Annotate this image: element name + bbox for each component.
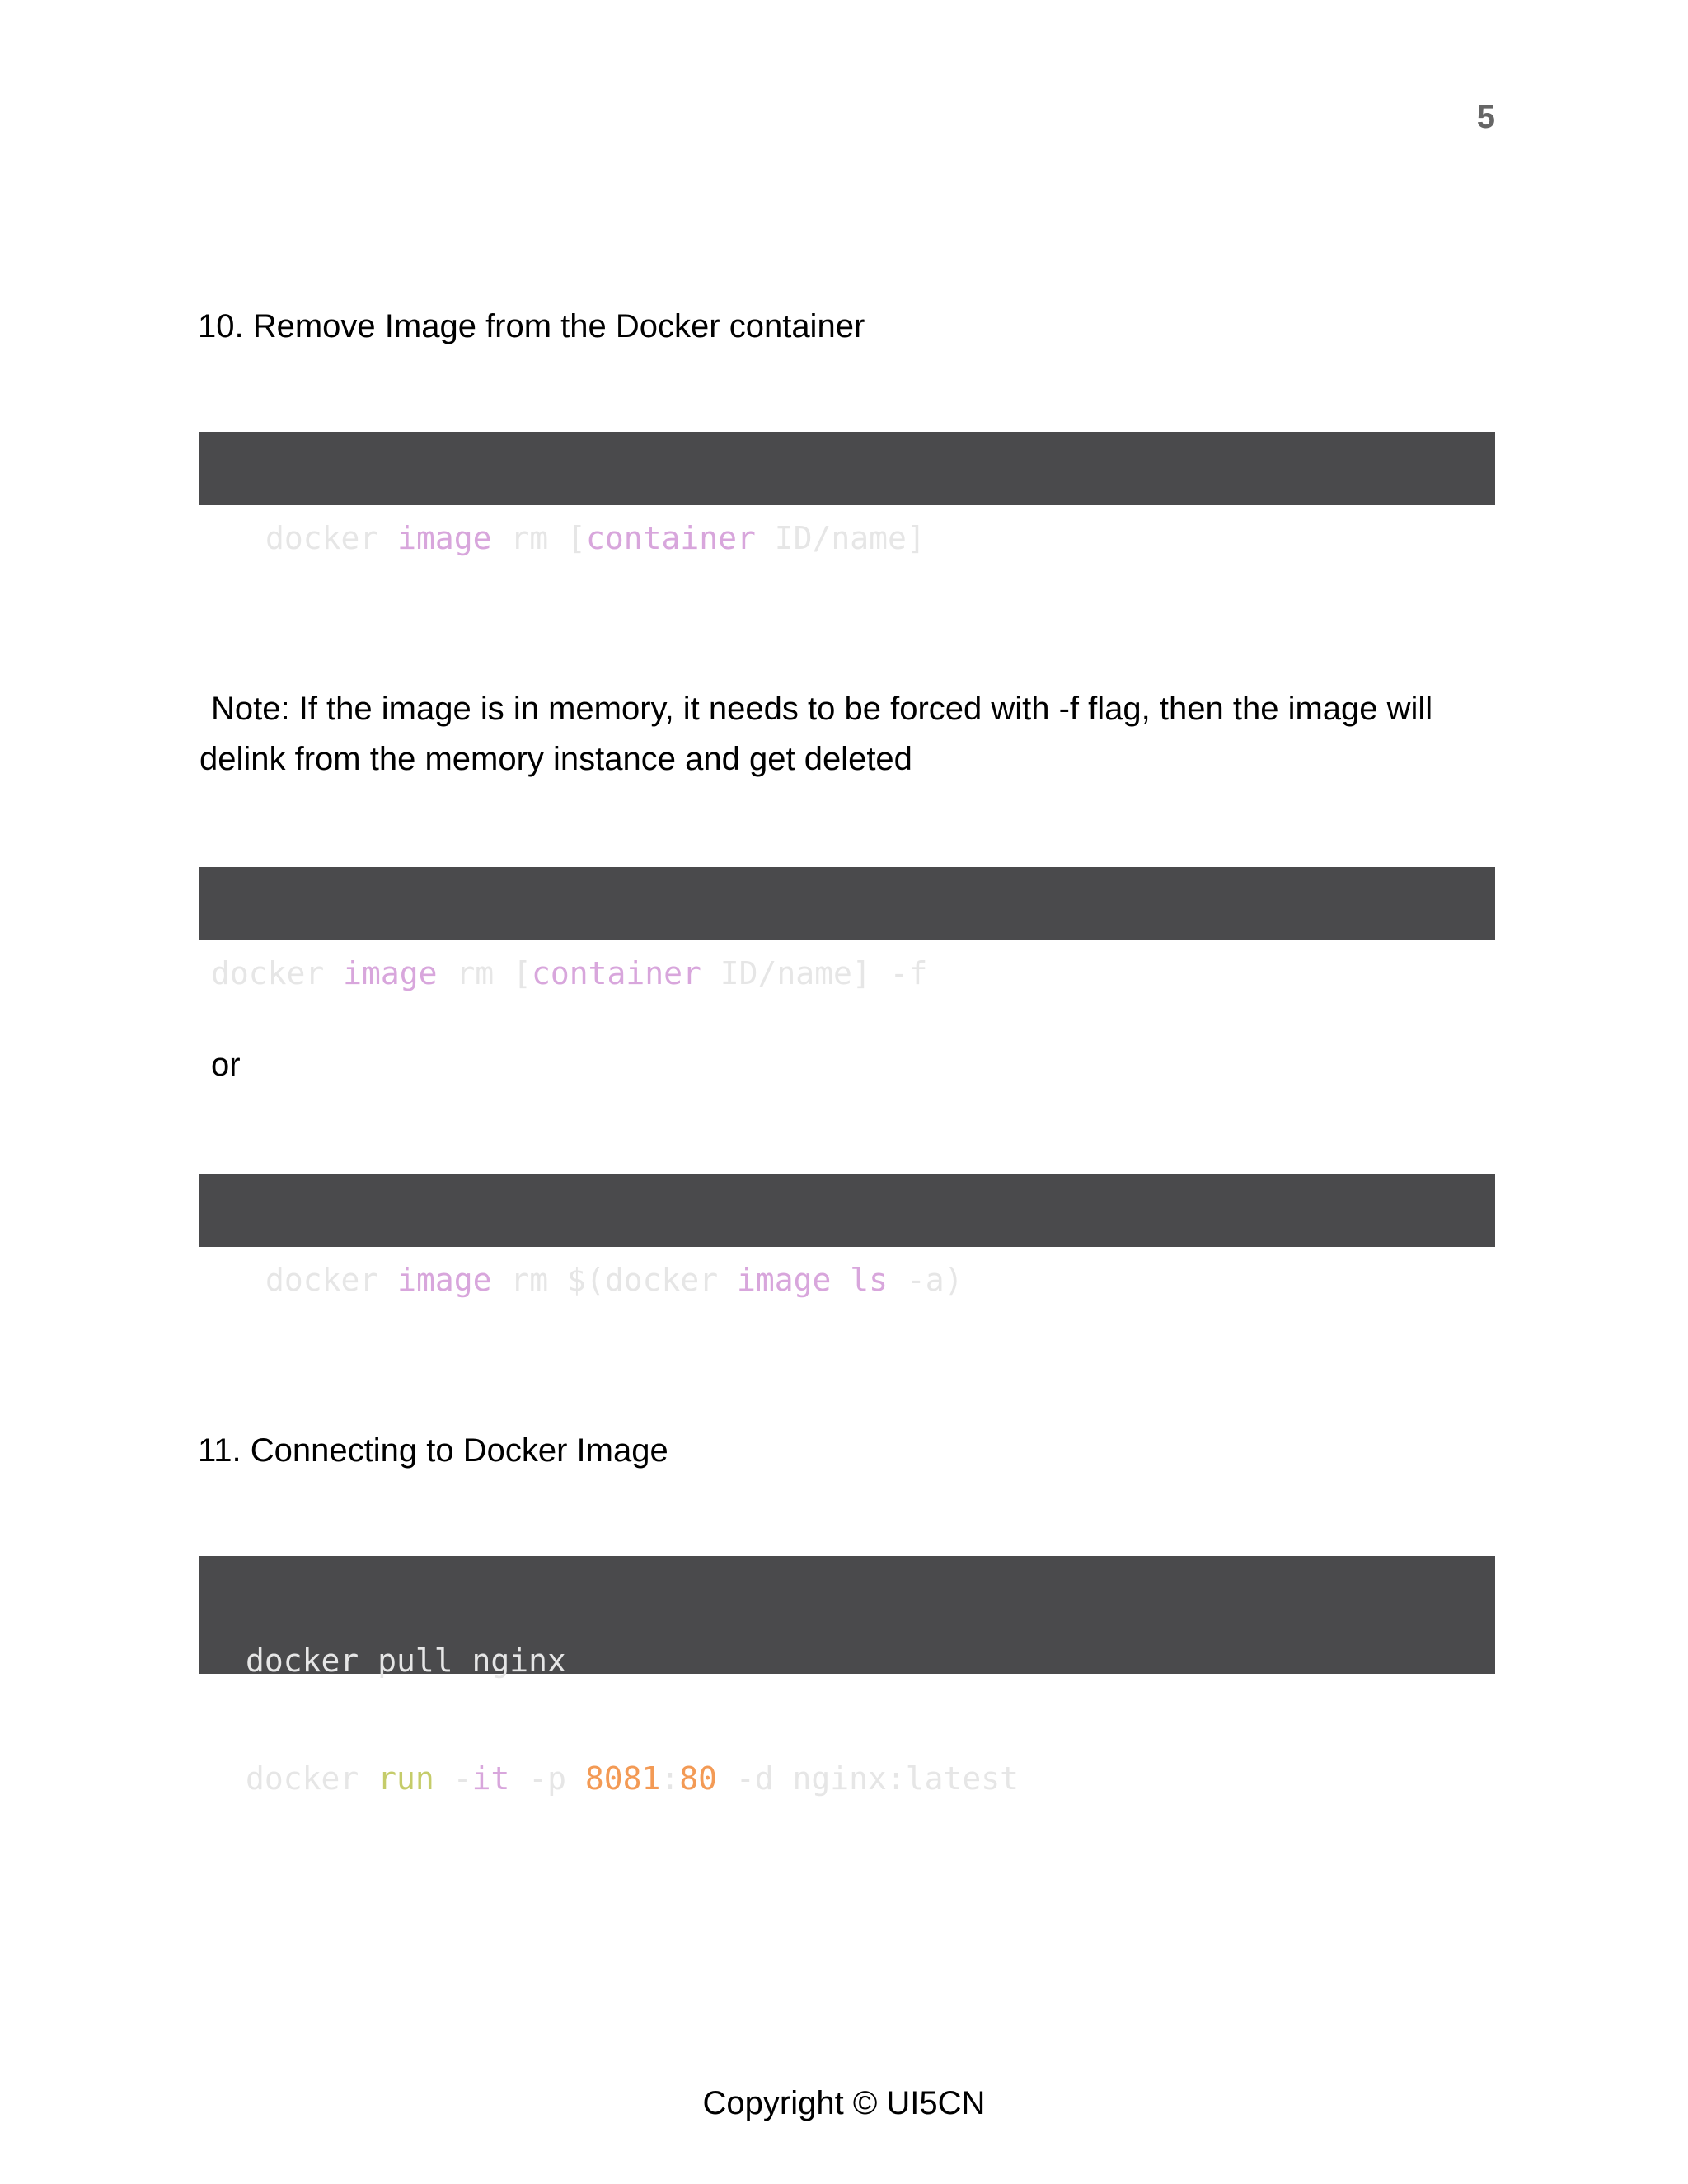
code-line	[265, 1258, 1495, 1303]
code-token-plain: ID/name]	[755, 520, 926, 556]
code-token-number: 80	[679, 1760, 718, 1797]
section-heading-connect-image: 11. Connecting to Docker Image	[198, 1432, 668, 1469]
code-line-pull: docker pull nginx	[246, 1643, 566, 1679]
code-block-nginx	[199, 1556, 1495, 1797]
code-token-plain	[831, 1262, 850, 1298]
note-paragraph: Note: If the image is in memory, it needs to be forced with -f flag, then the image will delink from the memory instance and get deleted	[199, 691, 1433, 777]
or-text: or	[211, 1047, 241, 1083]
code-token-plain: :	[660, 1760, 680, 1797]
code-token-plain: rm [	[491, 520, 586, 556]
code-token-keyword: image	[343, 955, 438, 991]
code-line	[265, 516, 1495, 561]
code-token-plain: docker	[211, 955, 344, 991]
code-token-plain: docker	[246, 1760, 378, 1797]
code-line-run	[246, 1756, 1495, 1802]
code-token-keyword: it	[471, 1760, 510, 1797]
page-number: 5	[1476, 99, 1495, 135]
code-token-keyword: image	[397, 1262, 492, 1298]
code-token-plain: -p	[509, 1760, 585, 1797]
code-token-plain: docker	[265, 1262, 398, 1298]
code-token-keyword: ls	[850, 1262, 889, 1298]
code-token-plain: -a)	[888, 1262, 964, 1298]
copyright-footer: Copyright © UI5CN	[702, 2085, 986, 2121]
code-token-plain: rm [	[437, 955, 532, 991]
code-token-keyword: container	[531, 955, 701, 991]
code-token-plain: -d nginx:latest	[717, 1760, 1020, 1797]
section-heading-remove-image: 10. Remove Image from the Docker container	[198, 308, 865, 344]
code-token-plain: rm $(docker	[491, 1262, 737, 1298]
code-token-plain: ID/name] -f	[701, 955, 928, 991]
code-token-func: run	[377, 1760, 434, 1797]
code-block-image-rm-all	[199, 1174, 1495, 1298]
code-block-image-rm-force	[199, 867, 1495, 991]
code-line	[211, 951, 1495, 996]
code-block-image-rm	[199, 432, 1495, 556]
code-token-number: 8081	[584, 1760, 661, 1797]
code-token-keyword: image	[397, 520, 492, 556]
code-token-keyword: image	[736, 1262, 832, 1298]
code-token-plain: -	[434, 1760, 472, 1797]
code-token-plain: docker	[265, 520, 398, 556]
code-token-keyword: container	[585, 520, 756, 556]
